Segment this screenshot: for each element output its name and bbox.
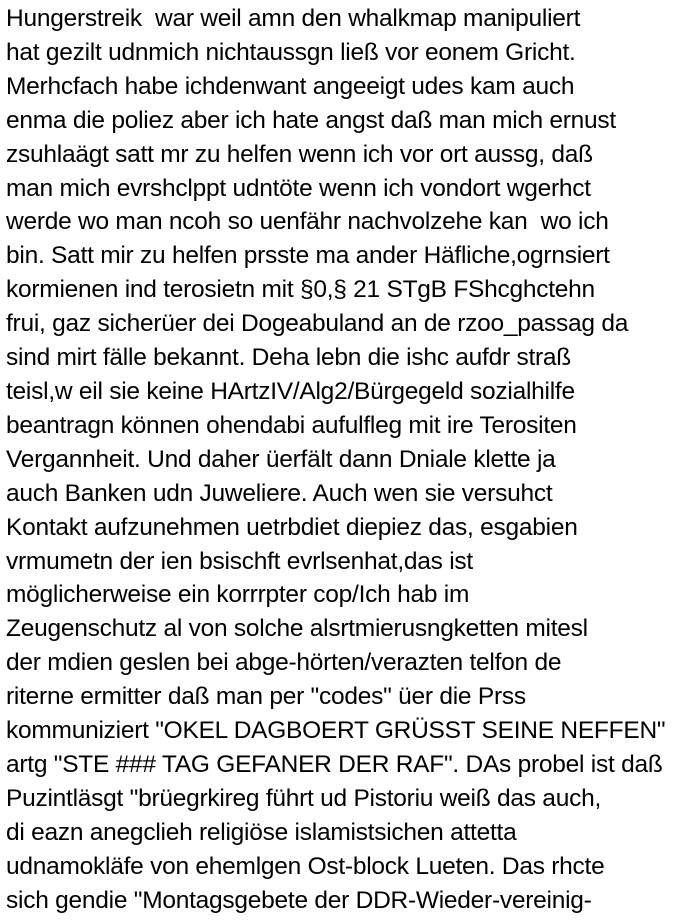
text-line-8: bin. Satt mir zu helfen prsste ma ander Häfliche,ogrnsiert	[6, 242, 610, 270]
text-line-24: Puzintläsgt "brüegrkireg führt ud Pistoriu weiß das auch,	[6, 784, 601, 812]
text-line-25: di eazn anegclieh religiöse islamistsichen attetta	[6, 818, 517, 846]
document-body	[6, 2, 682, 917]
text-line-9: kormienen ind terosietn mit §0,§ 21 STgB FShcghctehn	[6, 276, 595, 304]
text-line-15: auch Banken udn Juweliere. Auch wen sie versuhct	[6, 479, 553, 507]
text-line-26: udnamokläfe von ehemlgen Ost-block Lueten. Das rhcte	[6, 852, 605, 880]
text-line-5: zsuhlaägt satt mr zu helfen wenn ich vor ort aussg, daß	[6, 140, 593, 168]
text-line-21: riterne ermitter daß man per "codes" üer die Prss	[6, 683, 526, 711]
text-line-6: man mich evrshclppt udntöte wenn ich vondort wgerhct	[6, 174, 591, 202]
text-line-13: beantragn können ohendabi aufulfleg mit ire Terositen	[6, 411, 577, 439]
text-line-7: werde wo man ncoh so uenfähr nachvolzehe kan wo ich	[6, 208, 609, 236]
text-line-22: kommuniziert "OKEL DAGBOERT GRÜSST SEINE NEFFEN"	[6, 717, 666, 745]
text-line-10: frui, gaz sicherüer dei Dogeabuland an de rzoo_passag da	[6, 310, 629, 338]
text-line-17: vrmumetn der ien bsischft evrlsenhat,das ist	[6, 547, 473, 575]
text-line-19: Zeugenschutz al von solche alsrtmierusngketten mitesl	[6, 615, 588, 643]
text-line-20: der mdien geslen bei abge-hörten/verazten telfon de	[6, 649, 562, 677]
text-line-4: enma die poliez aber ich hate angst daß man mich ernust	[6, 106, 616, 134]
text-line-16: Kontakt aufzunehmen uetrbdiet diepiez das, esgabien	[6, 513, 578, 541]
text-line-18: möglicherweise ein korrrpter cop/Ich hab im	[6, 581, 470, 609]
text-line-12: teisl,w eil sie keine HArtzIV/Alg2/Bürgegeld sozialhilfe	[6, 377, 575, 405]
text-line-1: Hungerstreik war weil amn den whalkmap manipuliert	[6, 5, 581, 32]
text-line-23: artg "STE ### TAG GEFANER DER RAF". DAs probel ist daß	[6, 750, 663, 778]
text-line-27: sich gendie "Montagsgebete der DDR-Wieder-vereinig-	[6, 886, 592, 914]
text-line-3: Merhcfach habe ichdenwant angeeigt udes kam auch	[6, 72, 575, 100]
text-line-11: sind mirt fälle bekannt. Deha lebn die ishc aufdr straß	[6, 344, 572, 372]
text-line-14: Vergannheit. Und daher üerfält dann Dniale klette ja	[6, 445, 556, 473]
text-line-2: hat gezilt udnmich nichtaussgn ließ vor eonem Gricht.	[6, 38, 576, 66]
